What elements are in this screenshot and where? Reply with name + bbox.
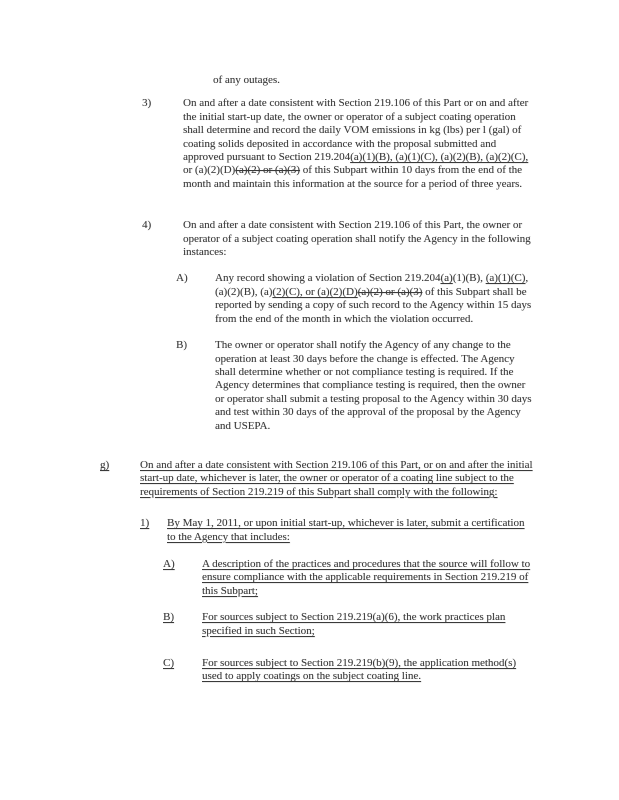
item-marker: B) bbox=[176, 339, 187, 352]
text-run: On and after a date consistent with Section 219.106 of this Part, the owner or operator of a subject coating operation shall notify the Agency in the following instances: bbox=[183, 219, 531, 259]
paragraph-g-5 bbox=[0, 459, 533, 499]
added-text: (2)(C), or (a)(2)(D) bbox=[272, 285, 358, 298]
item-marker: A) bbox=[176, 272, 188, 285]
item-text bbox=[215, 272, 533, 326]
paragraph-3-1 bbox=[0, 97, 533, 191]
paragraph-continuation bbox=[0, 74, 533, 87]
item-marker: 3) bbox=[142, 97, 152, 110]
item-text bbox=[202, 558, 533, 598]
item-text bbox=[215, 339, 533, 433]
text-run: , (a)(2)(B), (a) bbox=[215, 272, 529, 298]
paragraph-4-2 bbox=[0, 219, 533, 259]
text-run: of this Subpart within 10 days from the end of the month and maintain this information at the source for a period of three years. bbox=[183, 164, 523, 190]
item-marker: B) bbox=[163, 611, 174, 624]
added-text: For sources subject to Section 219.219(a)(6), the work practices plan specified in such Section; bbox=[202, 611, 506, 637]
item-text bbox=[167, 517, 533, 544]
item-text bbox=[202, 611, 533, 638]
paragraph-A-7 bbox=[0, 558, 533, 598]
paragraph-B-4 bbox=[0, 339, 533, 433]
item-text bbox=[183, 219, 533, 259]
item-marker: C) bbox=[163, 657, 174, 669]
added-text: (a)(1)(B), (a)(1)(C), (a)(2)(B), (a)(2)(C), bbox=[350, 151, 529, 164]
text-run: The owner or operator shall notify the Agency of any change to the operation at least 30 days before the change is effected. The Agency shall determine whether or not compliance testing is required. If the Agency determines that compliance testing is required, then the owner or operator shall submit a testing proposal to the Agency within 30 days and test within 30 days of the approval of the proposal by the Agency and USEPA. bbox=[215, 339, 532, 432]
paragraph-A-3 bbox=[0, 272, 533, 326]
text-run: Any record showing a violation of Section 219.204 bbox=[215, 272, 441, 285]
added-text: On and after a date consistent with Section 219.106 of this Part, or on and after the initial start-up date, whichever is later, the owner or operator of a coating line subject to the requirements of Section 219.219 of this Subpart shall comply with the following: bbox=[140, 458, 533, 498]
item-marker: 4) bbox=[142, 219, 152, 232]
added-text: A description of the practices and procedures that the source will follow to ensure compliance with the applicable requirements in Section 219.219 of this Subpart; bbox=[202, 557, 531, 597]
item-text bbox=[213, 74, 533, 87]
item-text bbox=[140, 459, 533, 499]
text-run: On and after a date consistent with Section 219.106 of this Part or on and after the initial start-up date, the owner or operator of a subject coating operation shall determine and record the daily VOM emissions in kg (lbs) per l (gal) of coating solids deposited in accordance with the proposal submitted and approved pursuant to Section 219.204 bbox=[183, 97, 529, 164]
item-text bbox=[183, 97, 533, 191]
deleted-text: (a)(2) or (a)(3) bbox=[235, 164, 300, 177]
added-text: By May 1, 2011, or upon initial start-up, whichever is later, submit a certification to the Agency that includes: bbox=[167, 517, 525, 543]
text-run: (1)(B), bbox=[452, 272, 486, 285]
item-marker: A) bbox=[163, 557, 175, 570]
paragraph-B-8 bbox=[0, 611, 533, 638]
item-marker: 1) bbox=[140, 517, 150, 530]
added-text: (a) bbox=[440, 272, 453, 285]
document-body bbox=[0, 74, 533, 684]
paragraph-1-6 bbox=[0, 517, 533, 544]
deleted-text: (a)(2) or (a)(3) bbox=[357, 285, 423, 298]
item-marker: g) bbox=[100, 458, 110, 471]
paragraph-C-9 bbox=[0, 657, 533, 684]
added-text: For sources subject to Section 219.219(b)(9), the application method(s) used to apply coatings on the subject coating line. bbox=[202, 657, 517, 683]
added-text: (a)(1)(C) bbox=[485, 272, 526, 285]
text-run: of this Subpart shall be reported by sending a copy of such record to the Agency within 15 days from the end of the month in which the violation occurred. bbox=[215, 285, 532, 325]
text-run: or (a)(2)(D) bbox=[183, 164, 236, 177]
item-text bbox=[202, 657, 533, 684]
text-run: of any outages. bbox=[213, 74, 280, 86]
